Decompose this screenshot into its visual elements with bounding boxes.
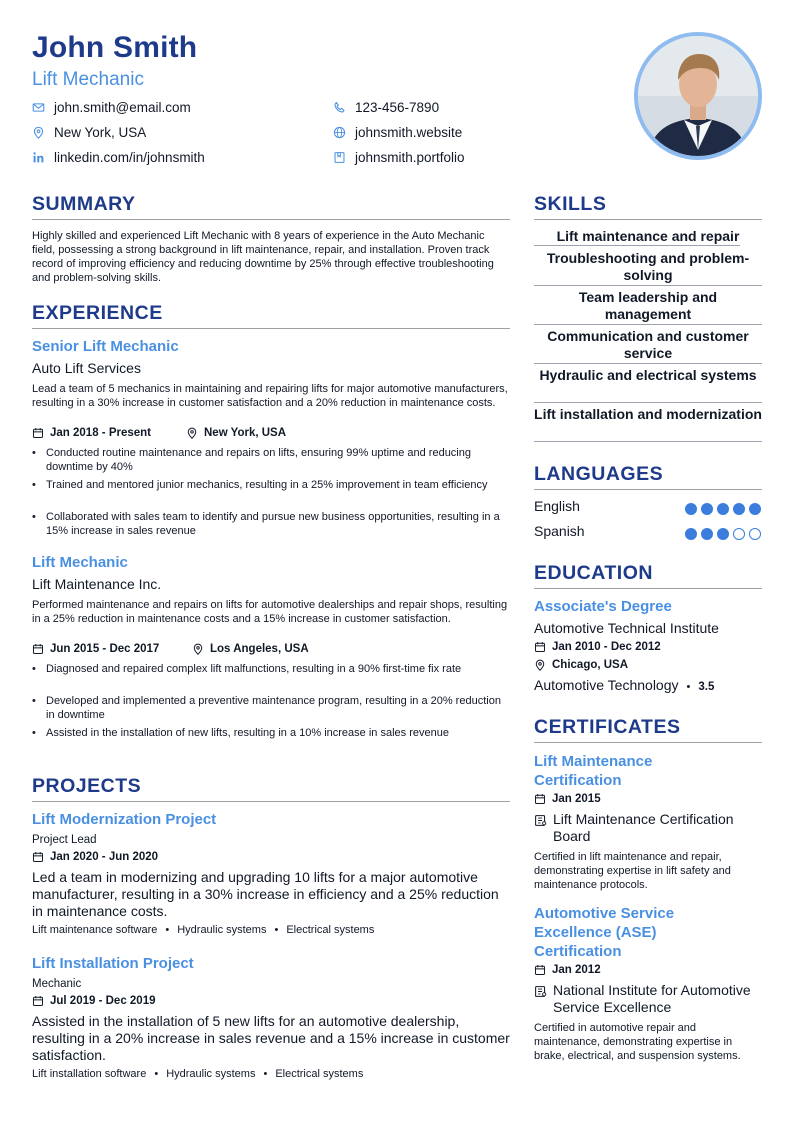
- project-dates: [32, 995, 156, 1007]
- job-dates: [32, 643, 159, 655]
- certificate-date-text: Jan 2012: [552, 964, 601, 976]
- location-icon: [186, 427, 198, 439]
- skill-item: Communication and customer service: [547, 328, 749, 361]
- calendar-icon: [32, 427, 44, 439]
- job-description: Performed maintenance and repairs on lifts for automotive dealerships and repair shops, resulting in a 25% reduction in maintenance costs and a 15% increase in customer satisfaction.: [32, 599, 508, 625]
- languages-divider: [534, 489, 762, 490]
- certificate-date: [534, 793, 601, 805]
- certificate-title: Automotive Service Excellence (ASE) Certification: [534, 905, 675, 960]
- certificate-issuer-text: Lift Maintenance Certification Board: [553, 811, 734, 844]
- contact-email[interactable]: [32, 100, 191, 115]
- education-field: Automotive Technology: [534, 677, 679, 693]
- level-dot-filled: [749, 503, 761, 515]
- education-gpa: 3.5: [698, 681, 715, 693]
- mail-icon: [32, 101, 45, 114]
- skill-divider: [534, 363, 762, 364]
- projects-heading: PROJECTS: [32, 775, 142, 797]
- skills-divider: [534, 219, 762, 220]
- contact-location: [32, 125, 146, 140]
- skill-divider: [534, 402, 762, 403]
- calendar-icon: [534, 793, 546, 805]
- certificate-issuer: [534, 982, 762, 1016]
- calendar-icon: [32, 643, 44, 655]
- location-icon: [32, 126, 45, 139]
- education-dates: [534, 641, 661, 653]
- project-tags: Lift installation software • Hydraulic systems • Electrical systems: [32, 1068, 364, 1080]
- project-title: Lift Installation Project: [32, 955, 194, 972]
- phone-icon: [333, 101, 346, 114]
- level-dot-empty: [749, 528, 761, 540]
- candidate-name: John Smith: [32, 31, 198, 64]
- calendar-icon: [32, 851, 44, 863]
- projects-divider: [32, 801, 510, 802]
- globe-icon: [333, 126, 346, 139]
- project-dates-text: Jul 2019 - Dec 2019: [50, 995, 156, 1007]
- level-dot-filled: [717, 528, 729, 540]
- job-location: [192, 643, 309, 655]
- contact-phone[interactable]: [333, 100, 439, 115]
- contact-linkedin[interactable]: [32, 150, 205, 165]
- education-location: [534, 659, 628, 671]
- job-role: Lift Mechanic: [32, 554, 128, 571]
- job-bullet: • Developed and implemented a preventive maintenance program, resulting in a 20% reduction in downtime: [32, 694, 512, 722]
- location-text: New York, USA: [54, 125, 147, 140]
- skill-divider: [534, 245, 740, 246]
- certificate-description: Certified in lift maintenance and repair, demonstrating expertise in lift safety and maintenance protocols.: [534, 851, 731, 891]
- project-description: Assisted in the installation of 5 new lifts for an automotive dealership, resulting in a 20% increase in sales revenue and a 15% increase in customer satisfaction.: [32, 1013, 510, 1063]
- job-bullet: • Trained and mentored junior mechanics, resulting in a 25% improvement in team efficiency: [32, 478, 512, 492]
- project-tag: Electrical systems: [286, 924, 375, 936]
- location-icon: [192, 643, 204, 655]
- skill-item: Lift installation and modernization: [534, 406, 762, 422]
- profile-photo: [634, 32, 762, 160]
- project-tag: Lift maintenance software: [32, 924, 158, 936]
- certificates-heading: CERTIFICATES: [534, 716, 681, 738]
- skill-divider: [534, 285, 762, 286]
- job-company: Auto Lift Services: [32, 360, 141, 376]
- certificate-icon: [534, 814, 547, 827]
- summary-divider: [32, 219, 510, 220]
- job-company: Lift Maintenance Inc.: [32, 576, 162, 592]
- language-level: [685, 528, 761, 540]
- certificate-title: Lift Maintenance Certification: [534, 753, 653, 789]
- contact-website[interactable]: [333, 125, 462, 140]
- education-location-text: Chicago, USA: [552, 659, 629, 671]
- job-description: Lead a team of 5 mechanics in maintaining and repairing lifts for major automotive manufacturers, resulting in a 30% increase in customer satisfaction and a 20% reduction in maintenance costs.: [32, 383, 508, 409]
- project-tag: Hydraulic systems: [166, 1068, 256, 1080]
- project-tag: Lift installation software: [32, 1068, 147, 1080]
- calendar-icon: [32, 995, 44, 1007]
- project-description: Led a team in modernizing and upgrading 10 lifts for a major automotive manufacturer, resulting in a 30% increase in efficiency and a 25% reduction in maintenance costs.: [32, 869, 499, 919]
- level-dot-filled: [717, 503, 729, 515]
- skill-item: Hydraulic and electrical systems: [539, 367, 757, 383]
- education-divider: [534, 588, 762, 589]
- calendar-icon: [534, 964, 546, 976]
- level-dot-filled: [685, 503, 697, 515]
- languages-heading: LANGUAGES: [534, 463, 664, 485]
- certificate-date-text: Jan 2015: [552, 793, 601, 805]
- candidate-title: Lift Mechanic: [32, 69, 144, 90]
- level-dot-filled: [685, 528, 697, 540]
- phone-text: 123-456-7890: [355, 100, 440, 115]
- skills-heading: SKILLS: [534, 193, 607, 215]
- website-text: johnsmith.website: [355, 125, 463, 140]
- summary-heading: SUMMARY: [32, 193, 136, 215]
- project-role: Project Lead: [32, 834, 97, 846]
- job-location-text: New York, USA: [204, 427, 287, 439]
- linkedin-icon: [32, 151, 45, 164]
- language-name: Spanish: [534, 523, 585, 539]
- job-bullet: • Conducted routine maintenance and repairs on lifts, ensuring 99% uptime and reducing downtime by 40%: [32, 446, 512, 474]
- job-bullet: • Diagnosed and repaired complex lift malfunctions, resulting in a 90% first-time fix rate: [32, 662, 512, 676]
- project-title: Lift Modernization Project: [32, 811, 217, 828]
- education-school: Automotive Technical Institute: [534, 620, 719, 636]
- experience-divider: [32, 328, 510, 329]
- skill-divider: [534, 441, 762, 442]
- linkedin-text: linkedin.com/in/johnsmith: [54, 150, 205, 165]
- certificate-icon: [534, 985, 547, 998]
- level-dot-filled: [701, 503, 713, 515]
- project-dates-text: Jan 2020 - Jun 2020: [50, 851, 159, 863]
- calendar-icon: [534, 641, 546, 653]
- skill-item: Troubleshooting and problem-solving: [546, 250, 750, 283]
- level-dot-empty: [733, 528, 745, 540]
- certificate-date: [534, 964, 601, 976]
- language-level: [685, 503, 761, 515]
- job-dates: [32, 427, 151, 439]
- certificate-issuer: [534, 811, 762, 845]
- skill-divider: [534, 324, 762, 325]
- experience-heading: EXPERIENCE: [32, 302, 163, 324]
- education-field-gpa: Automotive Technology • 3.5: [534, 677, 715, 693]
- skill-item: Team leadership and management: [578, 289, 718, 322]
- location-icon: [534, 659, 546, 671]
- job-location-text: Los Angeles, USA: [210, 643, 309, 655]
- bookmark-icon: [333, 151, 346, 164]
- certificate-issuer-text: National Institute for Automotive Service Excellence: [553, 982, 751, 1015]
- portfolio-text: johnsmith.portfolio: [355, 150, 465, 165]
- project-tag: Electrical systems: [275, 1068, 364, 1080]
- job-bullet: • Assisted in the installation of new lifts, resulting in a 10% increase in sales revenue: [32, 726, 512, 740]
- job-location: [186, 427, 286, 439]
- certificates-divider: [534, 742, 762, 743]
- job-bullet: • Collaborated with sales team to identify and pursue new business opportunities, resulting in a 15% increase in sales revenue: [32, 510, 512, 538]
- contact-portfolio[interactable]: [333, 150, 465, 165]
- language-name: English: [534, 498, 580, 514]
- project-role: Mechanic: [32, 978, 82, 990]
- skill-item: Lift maintenance and repair: [556, 228, 740, 244]
- project-dates: [32, 851, 158, 863]
- education-dates-text: Jan 2010 - Dec 2012: [552, 641, 661, 653]
- project-tags: Lift maintenance software • Hydraulic systems • Electrical systems: [32, 924, 375, 936]
- level-dot-filled: [701, 528, 713, 540]
- project-tag: Hydraulic systems: [177, 924, 267, 936]
- job-dates-text: Jan 2018 - Present: [50, 427, 152, 439]
- level-dot-filled: [733, 503, 745, 515]
- summary-text: Highly skilled and experienced Lift Mechanic with 8 years of experience in the Auto Mechanic field, possessing a strong background in lift maintenance, repair, and installation. Proven track record of improving efficiency and reducing downtime by 25% through effective troubleshooting and problem-solving skills.: [32, 230, 494, 284]
- job-dates-text: Jun 2015 - Dec 2017: [50, 643, 160, 655]
- job-role: Senior Lift Mechanic: [32, 338, 179, 355]
- email-text: john.smith@email.com: [54, 100, 191, 115]
- certificate-description: Certified in automotive repair and maintenance, demonstrating expertise in brake, electrical, and suspension systems.: [534, 1022, 741, 1062]
- education-degree: Associate's Degree: [534, 598, 672, 615]
- education-heading: EDUCATION: [534, 562, 653, 584]
